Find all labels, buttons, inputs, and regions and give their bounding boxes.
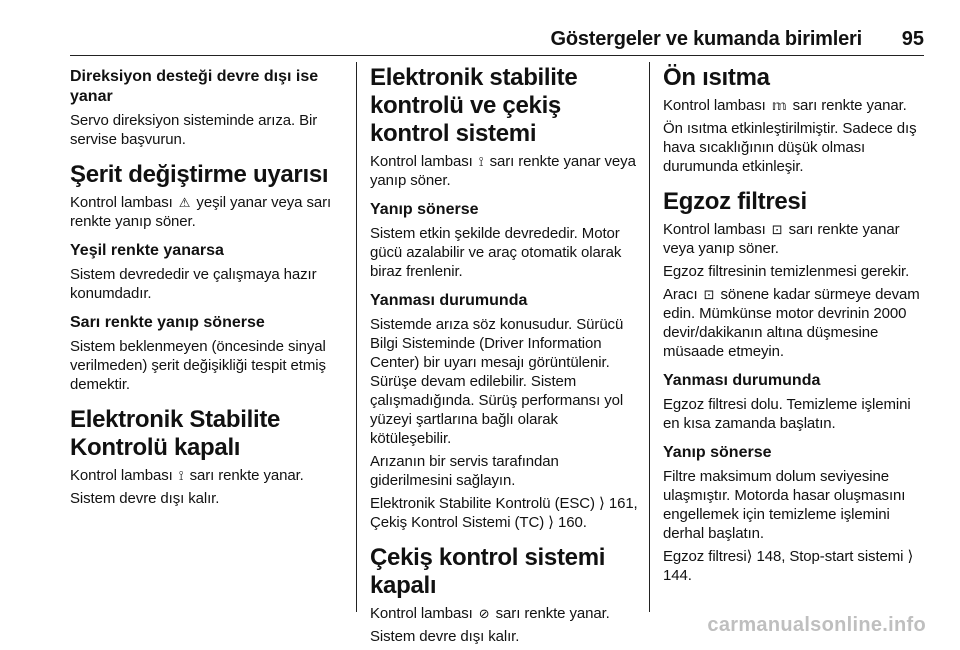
paragraph: Egzoz filtresinin temizlenmesi gerekir. bbox=[663, 263, 910, 280]
paragraph: Egzoz filtresi⟩ 148, Stop-start sistemi ⟩ 144. bbox=[663, 548, 914, 584]
column-3 bbox=[663, 62, 931, 589]
paragraph: Sistemde arıza söz konusudur. Sürücü Bilgi Sisteminde (Driver Information Center) bir uyarı mesajı görüntülenir. Sürüşe devam edilebilir. Sistem çalışmadığında. Sürüş performansı yol yüzeyi şartlarına bağlı olarak kötüleşebilir. bbox=[370, 316, 624, 447]
page-number: 95 bbox=[901, 28, 924, 50]
paragraph: Egzoz filtresi dolu. Temizleme işlemini en kısa zamanda başlatın. bbox=[663, 396, 911, 432]
column-2 bbox=[370, 62, 638, 650]
paragraph: Sistem devre dışı kalır. bbox=[370, 628, 520, 645]
exhaust-filter-icon: ⊡ bbox=[771, 222, 783, 237]
paragraph: Sistem devrededir ve çalışmaya hazır konumdadır. bbox=[70, 266, 317, 302]
paragraph: Sistem beklenmeyen (öncesinde sinyal verilmeden) şerit değişikliği tespit etmiş demektir. bbox=[70, 338, 326, 393]
header-divider bbox=[70, 55, 924, 56]
paragraph: Kontrol lambası ⊘ sarı renkte yanar. bbox=[370, 605, 610, 622]
column-1 bbox=[70, 62, 345, 512]
section-title: Elektronik stabilite kontrolü ve çekiş kontrol sistemi bbox=[370, 64, 578, 147]
paragraph: Aracı ⊡ sönene kadar sürmeye devam edin. Mümkünse motor devrinin 2000 devir/dakikanın altına düşmesine müsaade etmeyin. bbox=[663, 286, 920, 360]
page-reference-icon: ⟩ bbox=[548, 514, 554, 531]
page-reference-icon: ⟩ bbox=[907, 548, 914, 565]
subsection-title: Yanıp sönerse bbox=[663, 444, 772, 461]
esc-off-icon: ⟟ bbox=[178, 468, 184, 483]
paragraph: Kontrol lambası ⚠ yeşil yanar veya sarı renkte yanıp söner. bbox=[70, 194, 332, 230]
section-title: Çekiş kontrol sistemi kapalı bbox=[370, 544, 606, 599]
section-title: Şerit değiştirme uyarısı bbox=[70, 161, 329, 188]
preheating-icon: 𝕞 bbox=[771, 98, 787, 113]
paragraph: Kontrol lambası ⊡ sarı renkte yanar veya yanıp söner. bbox=[663, 221, 900, 257]
page-reference-icon: ⟩ bbox=[746, 548, 753, 565]
watermark: carmanualsonline.info bbox=[707, 614, 926, 636]
paragraph: Sistem etkin şekilde devrededir. Motor gücü azalabilir ve araç otomatik olarak biraz frenlenir. bbox=[370, 225, 622, 280]
page-header bbox=[0, 0, 960, 62]
subsection-title: Yanıp sönerse bbox=[370, 201, 479, 218]
paragraph: Kontrol lambası ⟟ sarı renkte yanar veya yanıp söner. bbox=[370, 153, 636, 189]
paragraph: Filtre maksimum dolum seviyesine ulaşmıştır. Motorda hasar oluşmasını engellemek için temizleme işlemini derhal başlatın. bbox=[663, 468, 906, 542]
paragraph: Kontrol lambası ⟟ sarı renkte yanar. bbox=[70, 467, 304, 484]
exhaust-filter-icon: ⊡ bbox=[703, 287, 715, 302]
column-divider-1 bbox=[356, 62, 357, 612]
subsection-title: Sarı renkte yanıp sönerse bbox=[70, 314, 265, 331]
paragraph: Arızanın bir servis tarafından giderilmesini sağlayın. bbox=[370, 453, 559, 489]
lane-change-icon: ⚠ bbox=[178, 195, 191, 210]
traction-control-off-icon: ⊘ bbox=[478, 606, 490, 621]
subsection-title: Yanması durumunda bbox=[663, 372, 821, 389]
paragraph: Kontrol lambası 𝕞 sarı renkte yanar. bbox=[663, 97, 907, 114]
section-title: Ön ısıtma bbox=[663, 64, 770, 91]
column-divider-2 bbox=[649, 62, 650, 612]
paragraph: Sistem devre dışı kalır. bbox=[70, 490, 220, 507]
subsection-title: Yanması durumunda bbox=[370, 292, 528, 309]
subsection-title: Yeşil renkte yanarsa bbox=[70, 242, 224, 259]
paragraph: Ön ısıtma etkinleştirilmiştir. Sadece dış hava sıcaklığının düşük olması durumunda etkinleşir. bbox=[663, 120, 917, 175]
header-title: Göstergeler ve kumanda birimleri bbox=[550, 28, 862, 50]
section-title: Elektronik Stabilite Kontrolü kapalı bbox=[70, 406, 281, 461]
section-title: Direksiyon desteği devre dışı ise yanar bbox=[70, 68, 319, 105]
paragraph: Servo direksiyon sisteminde arıza. Bir servise başvurun. bbox=[70, 112, 318, 148]
esc-icon: ⟟ bbox=[478, 154, 484, 169]
section-title: Egzoz filtresi bbox=[663, 188, 807, 215]
page-reference-icon: ⟩ bbox=[599, 495, 605, 512]
paragraph: Elektronik Stabilite Kontrolü (ESC) ⟩ 161, Çekiş Kontrol Sistemi (TC) ⟩ 160. bbox=[370, 495, 638, 531]
